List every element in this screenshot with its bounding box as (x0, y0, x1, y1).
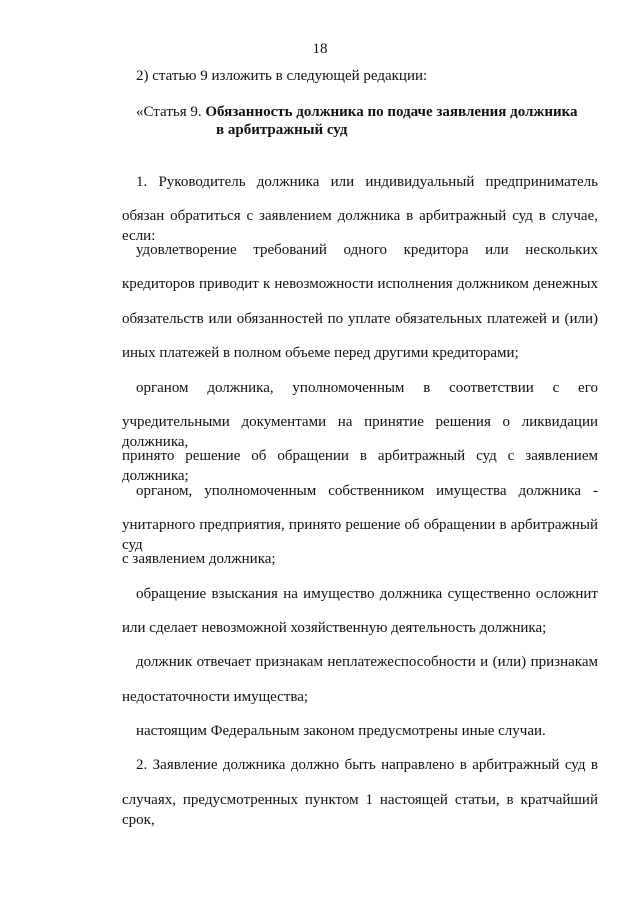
paragraph-line: недостаточности имущества; (122, 689, 309, 705)
intro-line: 2) статью 9 изложить в следующей редакции: (136, 68, 428, 84)
paragraph-line: органом должника, уполномоченным в соответствии с его (136, 380, 598, 396)
paragraph-line: обращение взыскания на имущество должника существенно осложнит (136, 586, 598, 602)
paragraph-line: принято решение об обращении в арбитражный суд с заявлением должника; (122, 448, 598, 484)
paragraph-line: должник отвечает признакам неплатежеспособности и (или) признакам (136, 654, 598, 670)
paragraph-line: иных платежей в полном объеме перед другими кредиторами; (122, 345, 519, 361)
page-number: 18 (312, 41, 328, 57)
paragraph-line: органом, уполномоченным собственником имущества должника - (136, 483, 598, 499)
paragraph-line: 2. Заявление должника должно быть направлено в арбитражный суд в (136, 757, 598, 773)
paragraph-line: унитарного предприятия, принято решение об обращении в арбитражный суд (122, 517, 598, 553)
article-title-line2: в арбитражный суд (216, 122, 348, 138)
paragraph-line: обязательств или обязанностей по уплате обязательных платежей и (или) (122, 311, 598, 327)
article-heading (136, 102, 578, 122)
paragraph-line: кредиторов приводит к невозможности исполнения должником денежных (122, 276, 598, 292)
paragraph-line: удовлетворение требований одного кредитора или нескольких (136, 242, 598, 258)
paragraph-line: 1. Руководитель должника или индивидуальный предприниматель (136, 174, 598, 190)
article-prefix: «Статья 9. (136, 104, 202, 120)
paragraph-line: с заявлением должника; (122, 551, 276, 567)
paragraph-line: или сделает невозможной хозяйственную деятельность должника; (122, 620, 547, 636)
paragraph-line: случаях, предусмотренных пунктом 1 настоящей статьи, в кратчайший срок, (122, 792, 598, 828)
paragraph-line: учредительными документами на принятие решения о ликвидации должника, (122, 414, 598, 450)
paragraph-line: настоящим Федеральным законом предусмотрены иные случаи. (136, 723, 546, 739)
paragraph-line: обязан обратиться с заявлением должника в арбитражный суд в случае, если: (122, 208, 598, 244)
article-title-line1: Обязанность должника по подаче заявления должника (205, 104, 578, 120)
